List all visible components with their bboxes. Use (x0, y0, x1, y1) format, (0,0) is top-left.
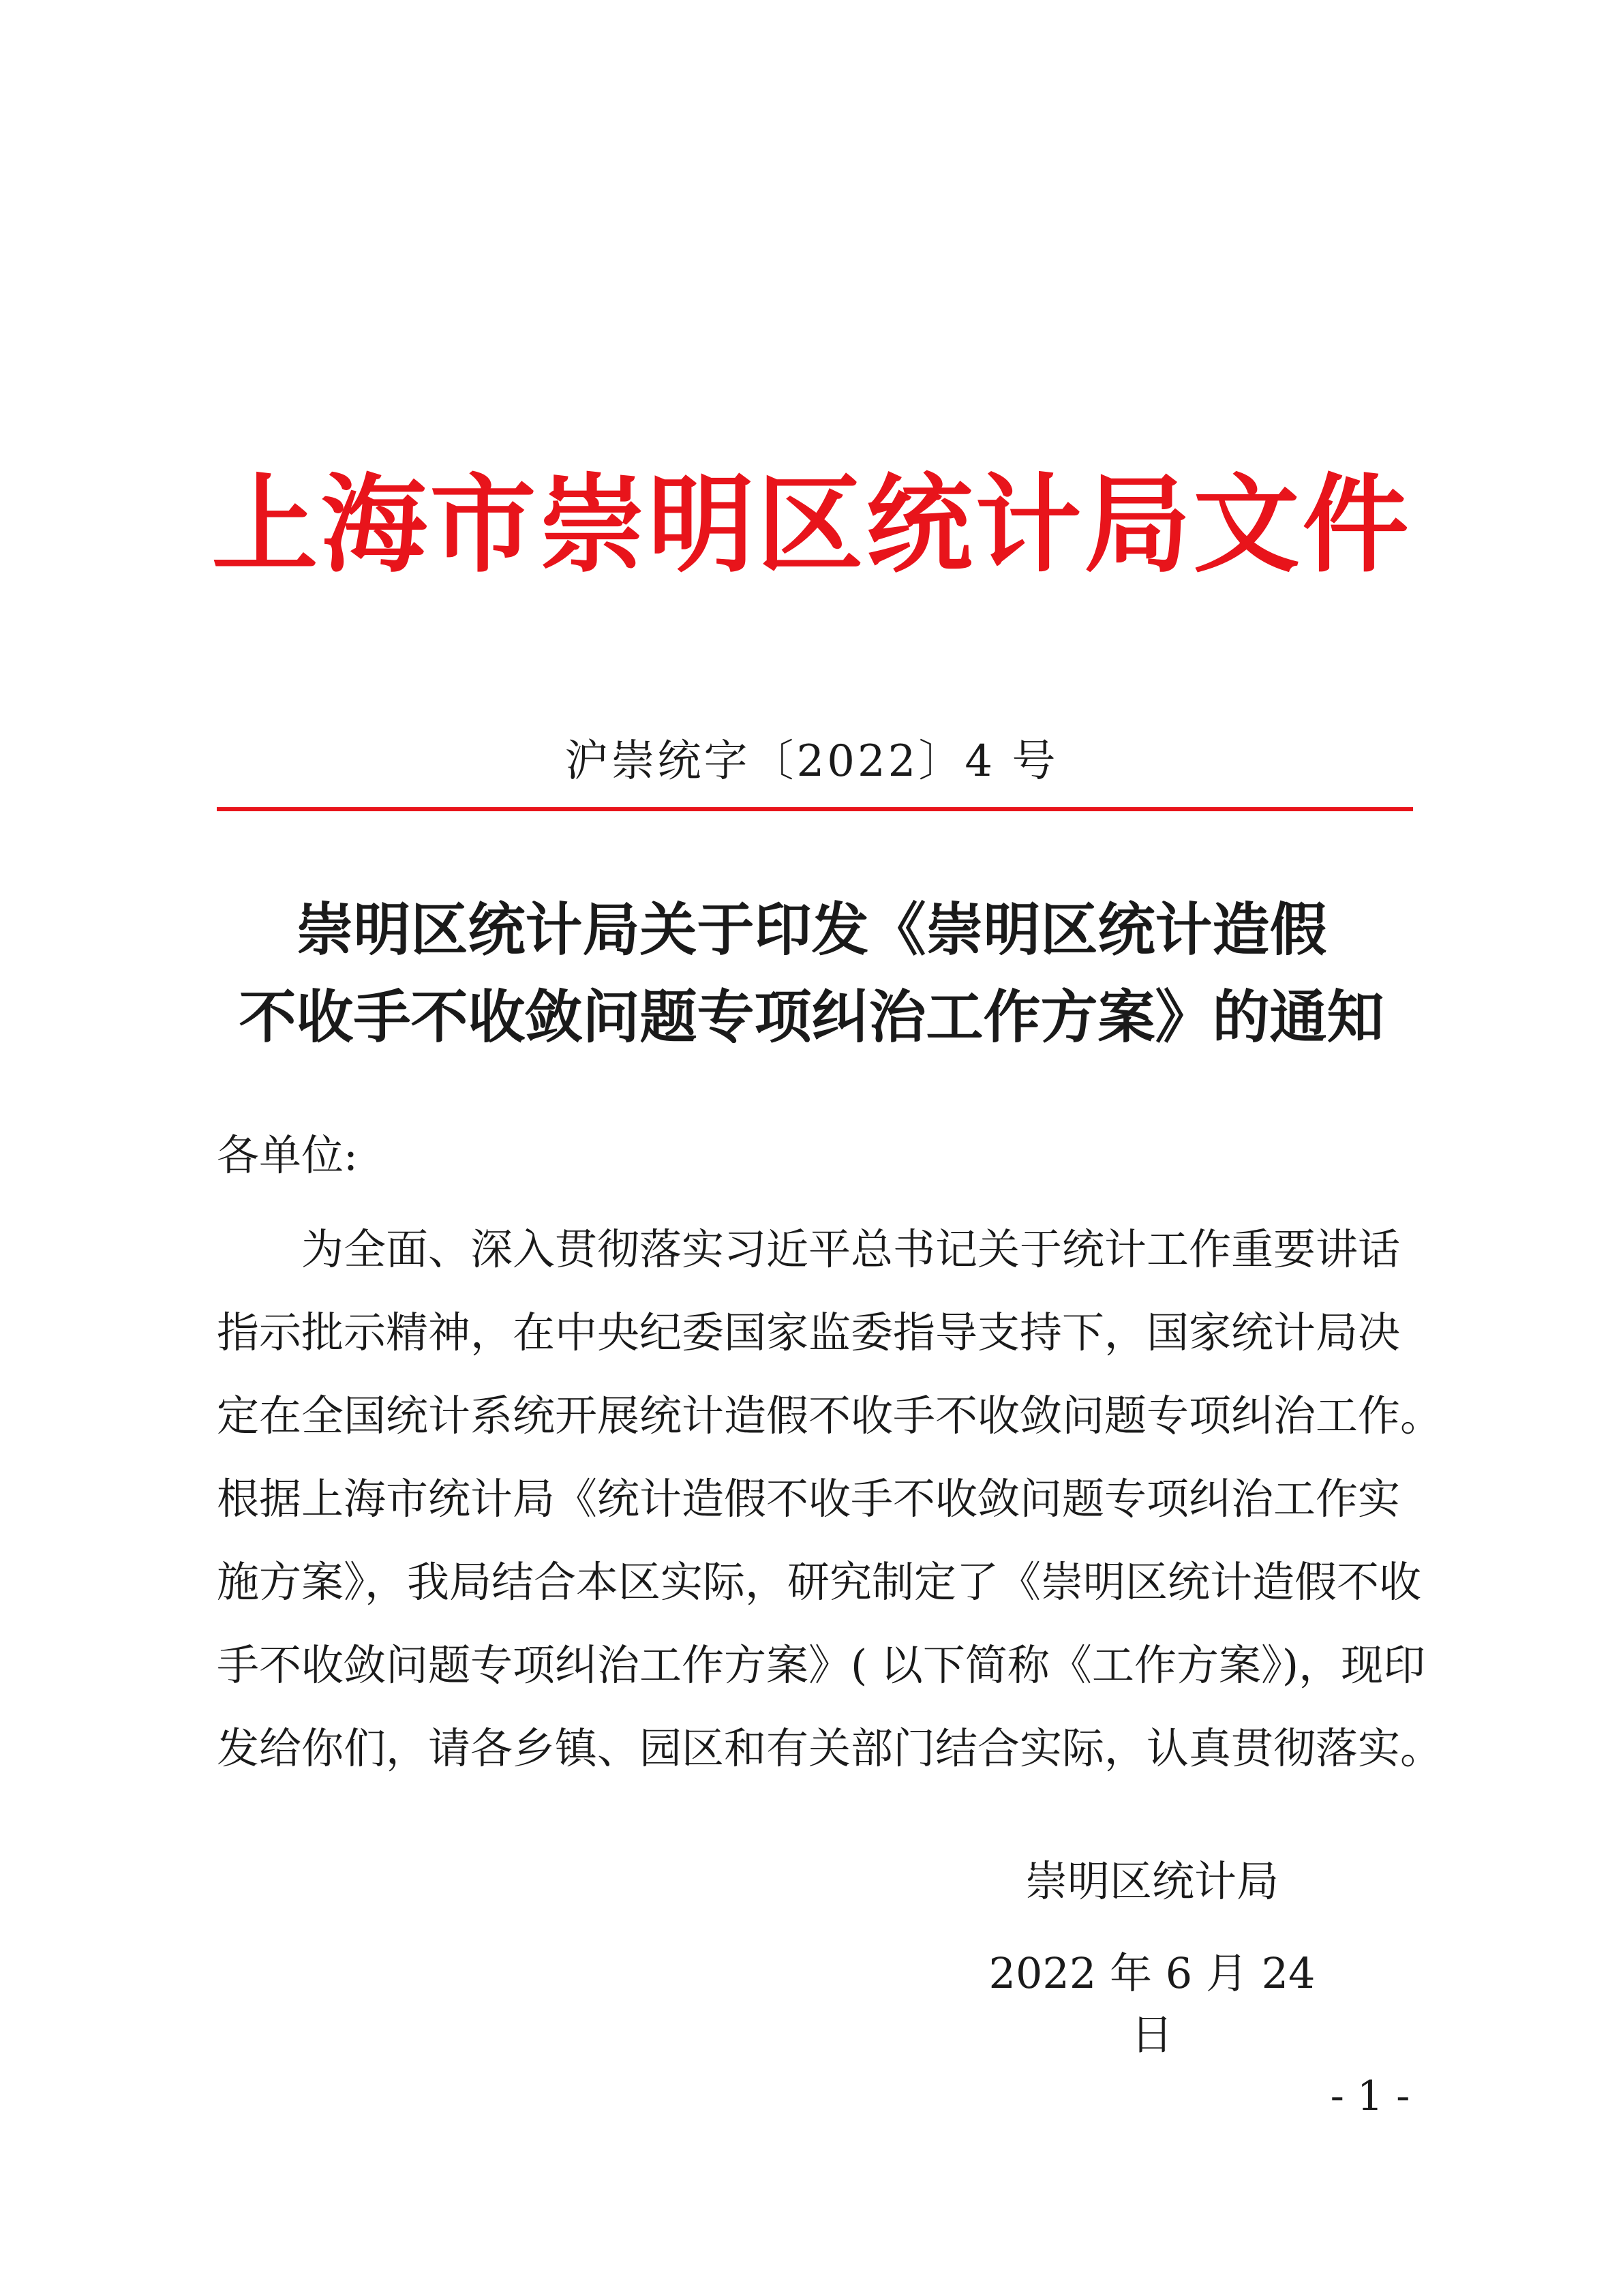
signature-organization: 崇明区统计局 (1025, 1856, 1279, 1906)
document-title (136, 886, 1487, 1061)
body-line: 定在全国统计系统开展统计造假不收手不收敛问题专项纠治工作。 (217, 1391, 1443, 1440)
body-line: 手不收敛问题专项纠治工作方案》( 以下简称《工作方案》)，现印 (217, 1640, 1426, 1690)
red-separator-line (217, 807, 1413, 811)
salutation: 各单位: (217, 1130, 358, 1180)
document-number: 沪崇统字〔2022〕4 号 (564, 736, 1059, 787)
document-title-line-2: 不收手不收敛问题专项纠治工作方案》的通知 (239, 983, 1384, 1051)
body-line: 施方案》，我局结合本区实际，研究制定了《崇明区统计造假不收 (217, 1557, 1422, 1607)
body-line: 发给你们，请各乡镇、园区和有关部门结合实际，认真贯彻落实。 (217, 1723, 1443, 1773)
page-number: - 1 - (1330, 2072, 1410, 2120)
body-paragraph (217, 1208, 1443, 1790)
body-line: 根据上海市统计局《统计造假不收手不收敛问题专项纠治工作实 (217, 1474, 1401, 1524)
document-title-line-1: 崇明区统计局关于印发《崇明区统计造假 (296, 896, 1327, 963)
body-line: 为全面、深入贯彻落实习近平总书记关于统计工作重要讲话 (301, 1224, 1401, 1274)
signature-date: 2022 年 6 月 24 日 (988, 1948, 1316, 2059)
masthead-title: 上海市崇明区统计局文件 (211, 462, 1412, 587)
body-line: 指示批示精神，在中央纪委国家监委指导支持下，国家统计局决 (217, 1308, 1401, 1357)
